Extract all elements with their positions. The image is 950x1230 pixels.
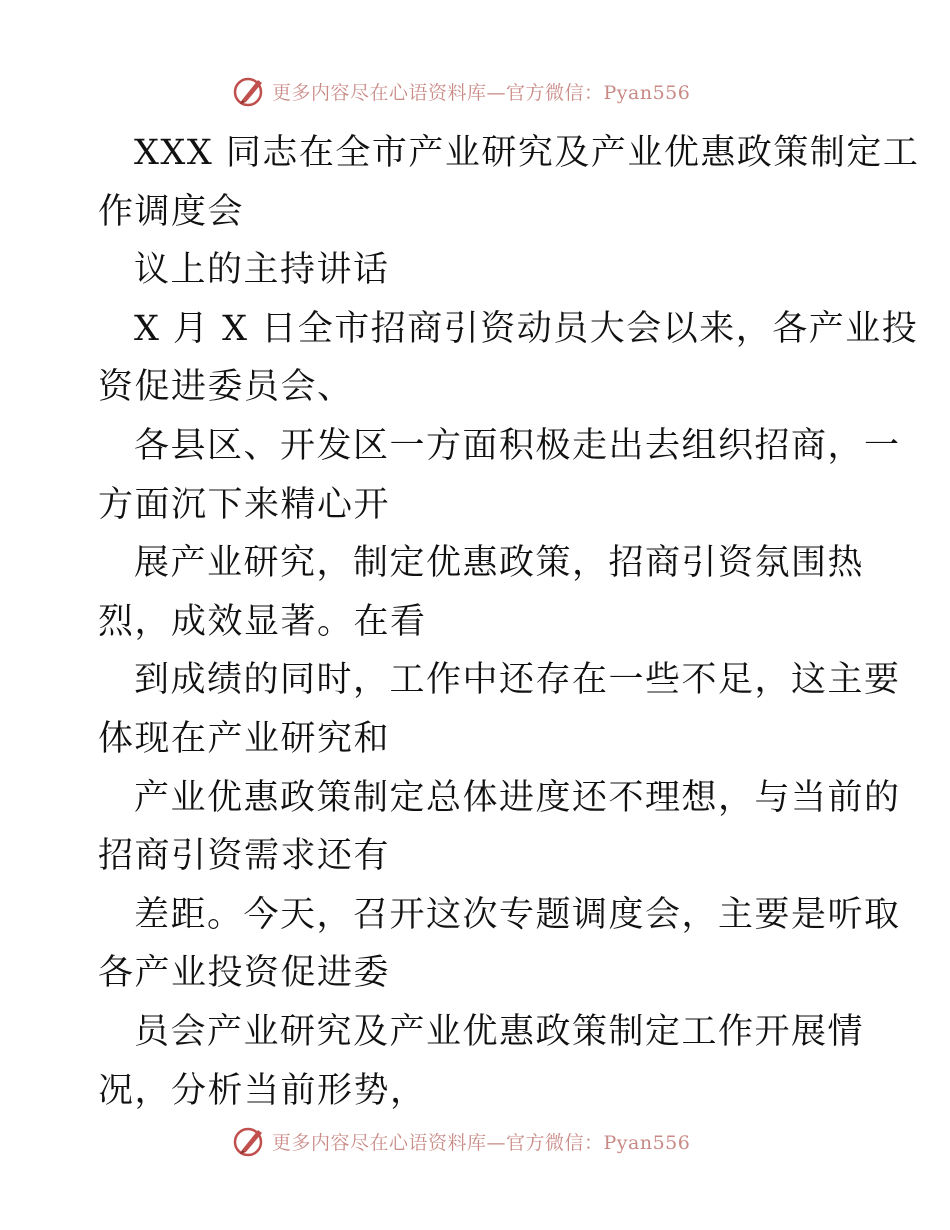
body-line: 各县区、开发区一方面积极走出去组织招商，一 (134, 425, 901, 466)
body-line: XXX 同志在全市产业研究及产业优惠政策制定工 (134, 133, 920, 173)
footer-banner (232, 1124, 712, 1158)
header-banner-text: 更多内容尽在心语资料库—官方微信：Pyan556 (272, 81, 691, 104)
body-line: 产业优惠政策制定总体进度还不理想，与当前的 (134, 777, 901, 818)
body-line: 方面沉下来精心开 (98, 484, 391, 525)
body-line: 员会产业研究及产业优惠政策制定工作开展情 (134, 1011, 865, 1052)
body-line: 到成绩的同时，工作中还存在一些不足，这主要 (134, 660, 901, 701)
body-line: X 月 X 日全市招商引资动员大会以来，各产业投 (134, 308, 919, 349)
body-line: 烈，成效显著。在看 (98, 601, 427, 642)
pen-logo-icon (232, 74, 266, 108)
body-line: 况，分析当前形势， (98, 1070, 427, 1111)
body-line: 招商引资需求还有 (98, 836, 391, 877)
body-line: 资促进委员会、 (98, 367, 354, 408)
body-line: 体现在产业研究和 (98, 718, 391, 759)
body-line: 各产业投资促进委 (98, 953, 391, 994)
body-line: 展产业研究，制定优惠政策，招商引资氛围热 (134, 543, 865, 584)
body-line: 议上的主持讲话 (134, 250, 390, 291)
body-line: 作调度会 (98, 191, 245, 232)
body-line: 差距。今天，召开这次专题调度会，主要是听取 (134, 894, 901, 935)
header-banner (232, 74, 712, 108)
footer-banner-text: 更多内容尽在心语资料库—官方微信：Pyan556 (272, 1131, 691, 1154)
pen-logo-icon (232, 1124, 266, 1158)
document-body (98, 124, 920, 1120)
